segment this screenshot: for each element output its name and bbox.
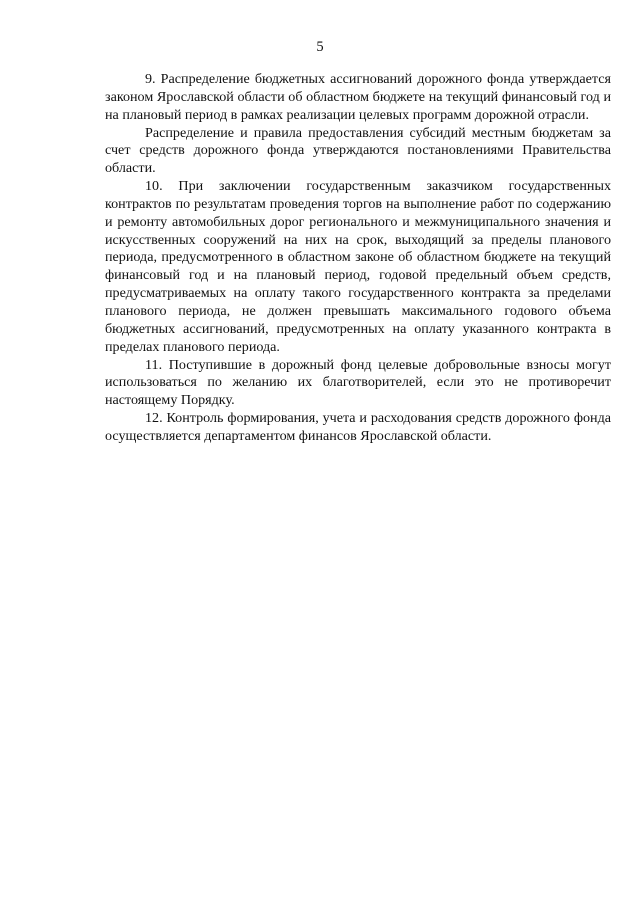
paragraph-11: 11. Поступившие в дорожный фонд целевые добровольные взносы могут использоваться по желанию их благотворителей, если это не противоречит настоящему Порядку. — [105, 356, 611, 409]
document-body — [105, 71, 611, 446]
paragraph-subsidies: Распределение и правила предоставления субсидий местным бюджетам за счет средств дорожного фонда утверждаются постановлениями Правительства области. — [105, 124, 611, 177]
paragraph-10: 10. При заключении государственным заказчиком государственных контрактов по результатам проведения торгов на выполнение работ по содержанию и ремонту автомобильных дорог регионального и межмуниципального значения и искусственных сооружений на них на срок, выходящий за пределы планового периода, предусмотренного в областном законе об областном бюджете на текущий финансовый год и на плановый период, годовой предельный объем средств, предусматриваемых на оплату такого государственного контракта за пределами планового периода, не должен превышать максимального годового объема бюджетных ассигнований, предусмотренных на оплату указанного контракта в пределах планового периода. — [105, 178, 611, 355]
paragraph-12: 12. Контроль формирования, учета и расходования средств дорожного фонда осуществляется департаментом финансов Ярославской области. — [105, 410, 611, 444]
paragraph-9: 9. Распределение бюджетных ассигнований дорожного фонда утверждается законом Ярославской области об областном бюджете на текущий финансовый год и на плановый период в рамках реализации целевых программ дорожной отрасли. — [105, 71, 611, 123]
page-number: 5 — [316, 39, 324, 55]
